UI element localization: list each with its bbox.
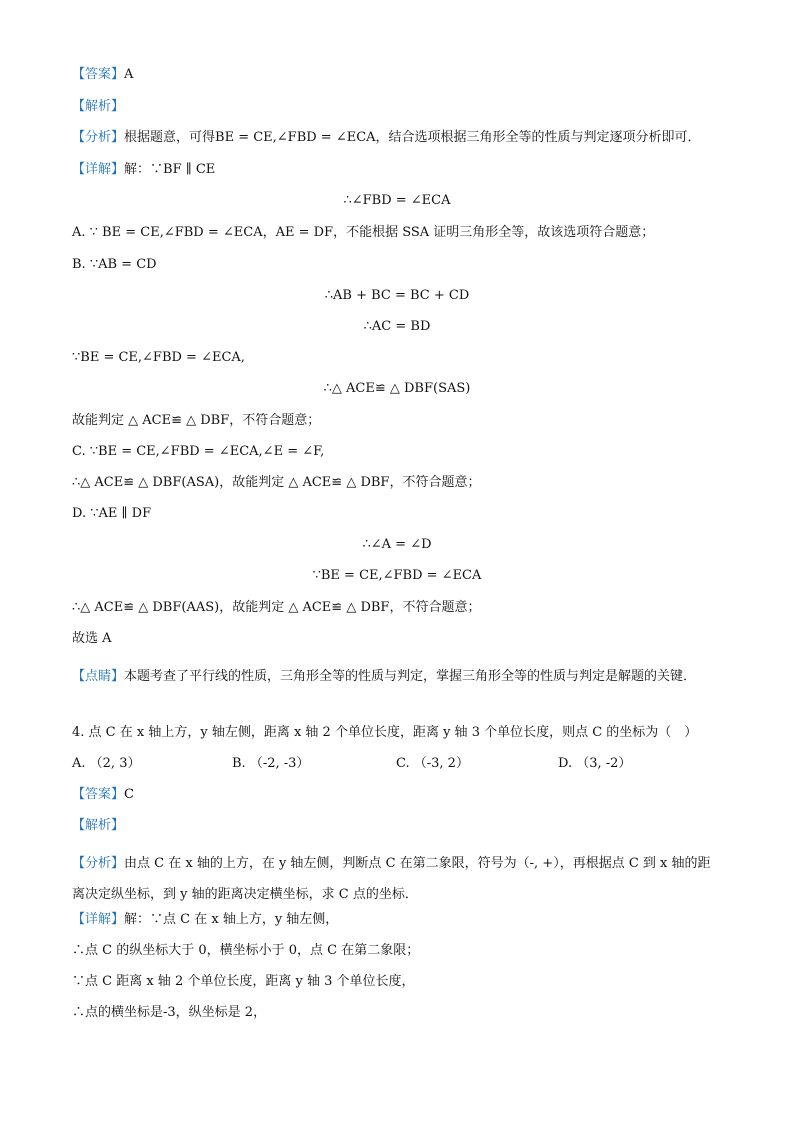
q3-answer-line: [72, 66, 133, 84]
q3-comment-line: [72, 661, 722, 692]
formula-a-d: ∴∠A = ∠D: [362, 537, 432, 552]
option-b-conclusion: 故能判定 △ ACE≌ △ DBF，不符合题意；: [72, 413, 321, 428]
q4-step-3: ∴点的横坐标是-3，纵坐标是 2，: [72, 1005, 267, 1020]
fenxi-tag: 【分析】: [72, 130, 125, 145]
option-c-conclusion: ∴△ ACE≌ △ DBF(ASA)，故能判定 △ ACE≌ △ DBF，不符合题意；: [72, 475, 481, 490]
q4-option-c: C. （-3, 2）: [396, 756, 469, 771]
detail-text: 解：∵点 C 在 x 轴上方，y 轴左侧，: [124, 912, 339, 927]
analysis-tag: 【解析】: [72, 99, 125, 114]
q3-analysis-heading: [72, 98, 124, 116]
q3-fenxi-line: [72, 129, 701, 147]
detail-tag: 【详解】: [72, 162, 125, 177]
fenxi-text: 由点 C 在 x 轴的上方，在 y 轴左侧，判断点 C 在第二象限，符号为（-, +），再根据点 C 到 x 轴的距离决定纵坐标，到 y 轴的距离决定横坐标，求 C 点的坐标．: [72, 856, 711, 902]
option-d-conclusion: ∴△ ACE≌ △ DBF(AAS)，故能判定 △ ACE≌ △ DBF，不符合题意；: [72, 600, 481, 615]
q4-options: [72, 755, 722, 773]
q4-answer-line: [72, 786, 134, 804]
q4-fenxi-line: [72, 848, 722, 910]
fenxi-tag: 【分析】: [72, 856, 125, 871]
analysis-tag: 【解析】: [72, 818, 125, 833]
detail-text: 解：∵BF ∥ CE: [124, 162, 216, 177]
q4-option-d: D. （3, -2）: [558, 756, 632, 771]
formula-sas: ∴△ ACE≌ △ DBF(SAS): [323, 381, 471, 396]
q3-choice: 故选 A: [72, 631, 112, 646]
answer-value: A: [124, 67, 134, 82]
answer-tag: 【答案】: [72, 787, 125, 802]
formula-ac-bd: ∴AC = BD: [363, 319, 431, 334]
q4-step-2: ∵点 C 距离 x 轴 2 个单位长度，距离 y 轴 3 个单位长度，: [72, 974, 415, 989]
option-b-analysis: B. ∵AB = CD: [72, 257, 157, 272]
option-a-analysis: A. ∵ BE = CE,∠FBD = ∠ECA，AE = DF，不能根据 SSA 证明三角形全等，故该选项符合题意；: [72, 225, 655, 240]
q4-option-b: B. （-2, -3）: [232, 756, 310, 771]
formula-be-ce-fbd: ∵BE = CE,∠FBD = ∠ECA: [312, 568, 482, 583]
formula-ab-bc: ∴AB + BC = BC + CD: [324, 288, 470, 303]
formula-be-ce: ∵BE = CE,∠FBD = ∠ECA,: [72, 350, 245, 365]
answer-tag: 【答案】: [72, 67, 125, 82]
q4-step-1: ∴点 C 的纵坐标大于 0，横坐标小于 0，点 C 在第二象限；: [72, 943, 420, 958]
detail-tag: 【详解】: [72, 912, 125, 927]
q4-option-a: A. （2, 3）: [72, 756, 141, 771]
option-d-analysis: D. ∵AE ∥ DF: [72, 506, 152, 521]
q4-analysis-heading: [72, 817, 124, 835]
q3-detail-line: [72, 161, 215, 179]
answer-value: C: [124, 787, 134, 802]
q4-question: 4. 点 C 在 x 轴上方，y 轴左侧，距离 x 轴 2 个单位长度，距离 y 轴 3 个单位长度，则点 C 的坐标为（ ）: [72, 725, 698, 740]
comment-text: 本题考查了平行线的性质，三角形全等的性质与判定，掌握三角形全等的性质与判定是解题的关键．: [124, 669, 697, 684]
option-c-analysis: C. ∵BE = CE,∠FBD = ∠ECA,∠E = ∠F,: [72, 444, 325, 459]
comment-tag: 【点睛】: [72, 669, 125, 684]
fenxi-text: 根据题意，可得BE = CE,∠FBD = ∠ECA，结合选项根据三角形全等的性质与判定逐项分析即可．: [124, 130, 701, 145]
q4-detail-line: [72, 911, 338, 929]
formula-fbd-eca: ∴∠FBD = ∠ECA: [343, 193, 451, 208]
